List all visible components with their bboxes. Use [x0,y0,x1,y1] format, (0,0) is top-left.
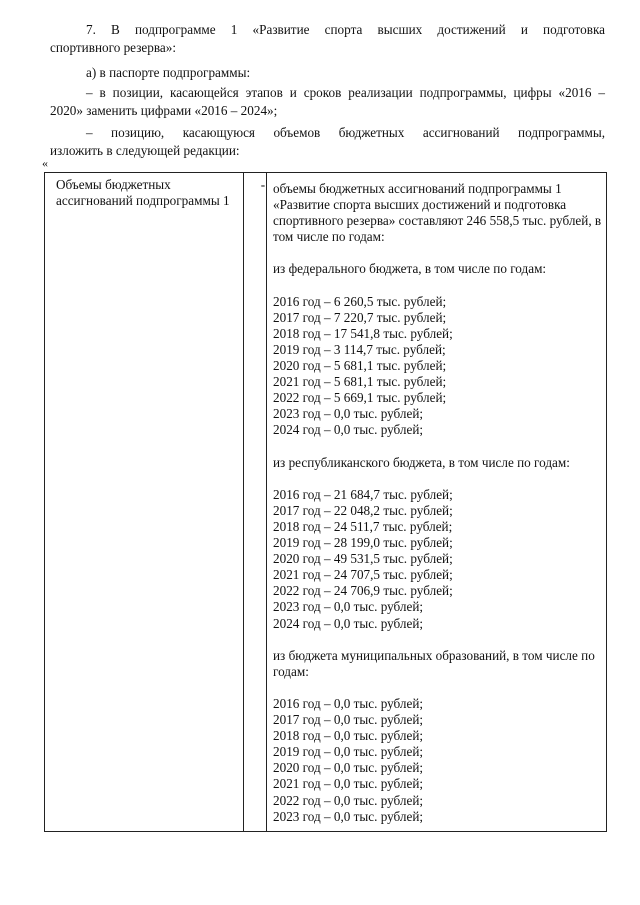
federal-list [273,294,603,439]
paragraph-7-line-1: 7. В подпрограмме 1 «Развитие спорта высших достижений и подготовка [86,22,605,37]
republic-list [273,487,603,632]
municipal-year-line: 2016 год – 0,0 тыс. рублей; [273,696,424,711]
republic-year-line: 2017 год – 22 048,2 тыс. рублей; [273,502,453,518]
municipal-list [273,696,603,825]
republic-year-line: 2019 год – 28 199,0 тыс. рублей; [273,535,453,551]
federal-year-line: 2024 год – 0,0 тыс. рублей; [273,422,424,438]
republic-header: из республиканского бюджета, в том числе по годам: [273,454,570,470]
opening-quote: « [42,156,48,170]
republic-year-line: 2016 год – 21 684,7 тыс. рублей; [273,486,453,502]
table-dash: - [260,177,266,192]
table-divider-1 [243,173,244,831]
federal-year-line: 2018 год – 17 541,8 тыс. рублей; [273,325,453,341]
paragraph-a: а) в паспорте подпрограммы: [86,65,251,80]
federal-year-line: 2019 год – 3 114,7 тыс. рублей; [273,341,446,357]
federal-year-line: 2016 год – 6 260,5 тыс. рублей; [273,293,447,309]
municipal-header: из бюджета муниципальных образований, в том числе по годам: [273,647,595,679]
federal-year-line: 2020 год – 5 681,1 тыс. рублей; [273,358,447,374]
paragraph-dates-line-2: 2020» заменить цифрами «2016 – 2024»; [50,103,278,118]
paragraph-7-line-2: спортивного резерва»: [50,40,177,55]
republic-year-line: 2018 год – 24 511,7 тыс. рублей; [273,518,453,534]
table-divider-2 [266,173,267,831]
municipal-year-line: 2018 год – 0,0 тыс. рублей; [273,728,424,744]
municipal-year-line: 2023 год – 0,0 тыс. рублей; [273,808,424,824]
republic-year-line: 2022 год – 24 706,9 тыс. рублей; [273,583,453,599]
republic-year-line: 2020 год – 49 531,5 тыс. рублей; [273,551,453,567]
municipal-year-line: 2022 год – 0,0 тыс. рублей; [273,792,424,808]
paragraph-budget-line-2: изложить в следующей редакции: [50,143,240,158]
federal-year-line: 2023 год – 0,0 тыс. рублей; [273,406,424,422]
municipal-year-line: 2020 год – 0,0 тыс. рублей; [273,760,424,776]
federal-year-line: 2017 год – 7 220,7 тыс. рублей; [273,309,447,325]
municipal-year-line: 2021 год – 0,0 тыс. рублей; [273,776,424,792]
paragraph-dates-line-1: – в позиции, касающейся этапов и сроков реализации подпрограммы, цифры «2016 – [86,85,605,100]
budget-intro: объемы бюджетных ассигнований подпрограммы 1 «Развитие спорта высших достижений и подготовка спортивного резерва» составляют 246 558,5 тыс. рублей, в том числе по годам: [273,181,602,245]
republic-year-line: 2021 год – 24 707,5 тыс. рублей; [273,567,453,583]
federal-header: из федерального бюджета, в том числе по годам: [273,261,547,277]
paragraph-budget-line-1: – позицию, касающуюся объемов бюджетных ассигнований подпрограммы, [86,125,605,140]
federal-year-line: 2021 год – 5 681,1 тыс. рублей; [273,374,447,390]
table-row-title: Объемы бюджетных ассигнований подпрограммы 1 [56,177,230,208]
budget-table [44,172,607,832]
table-values-cell [273,181,603,825]
municipal-year-line: 2019 год – 0,0 тыс. рублей; [273,744,424,760]
republic-year-line: 2023 год – 0,0 тыс. рублей; [273,599,424,615]
republic-year-line: 2024 год – 0,0 тыс. рублей; [273,615,424,631]
municipal-year-line: 2017 год – 0,0 тыс. рублей; [273,712,424,728]
federal-year-line: 2022 год – 5 669,1 тыс. рублей; [273,390,447,406]
